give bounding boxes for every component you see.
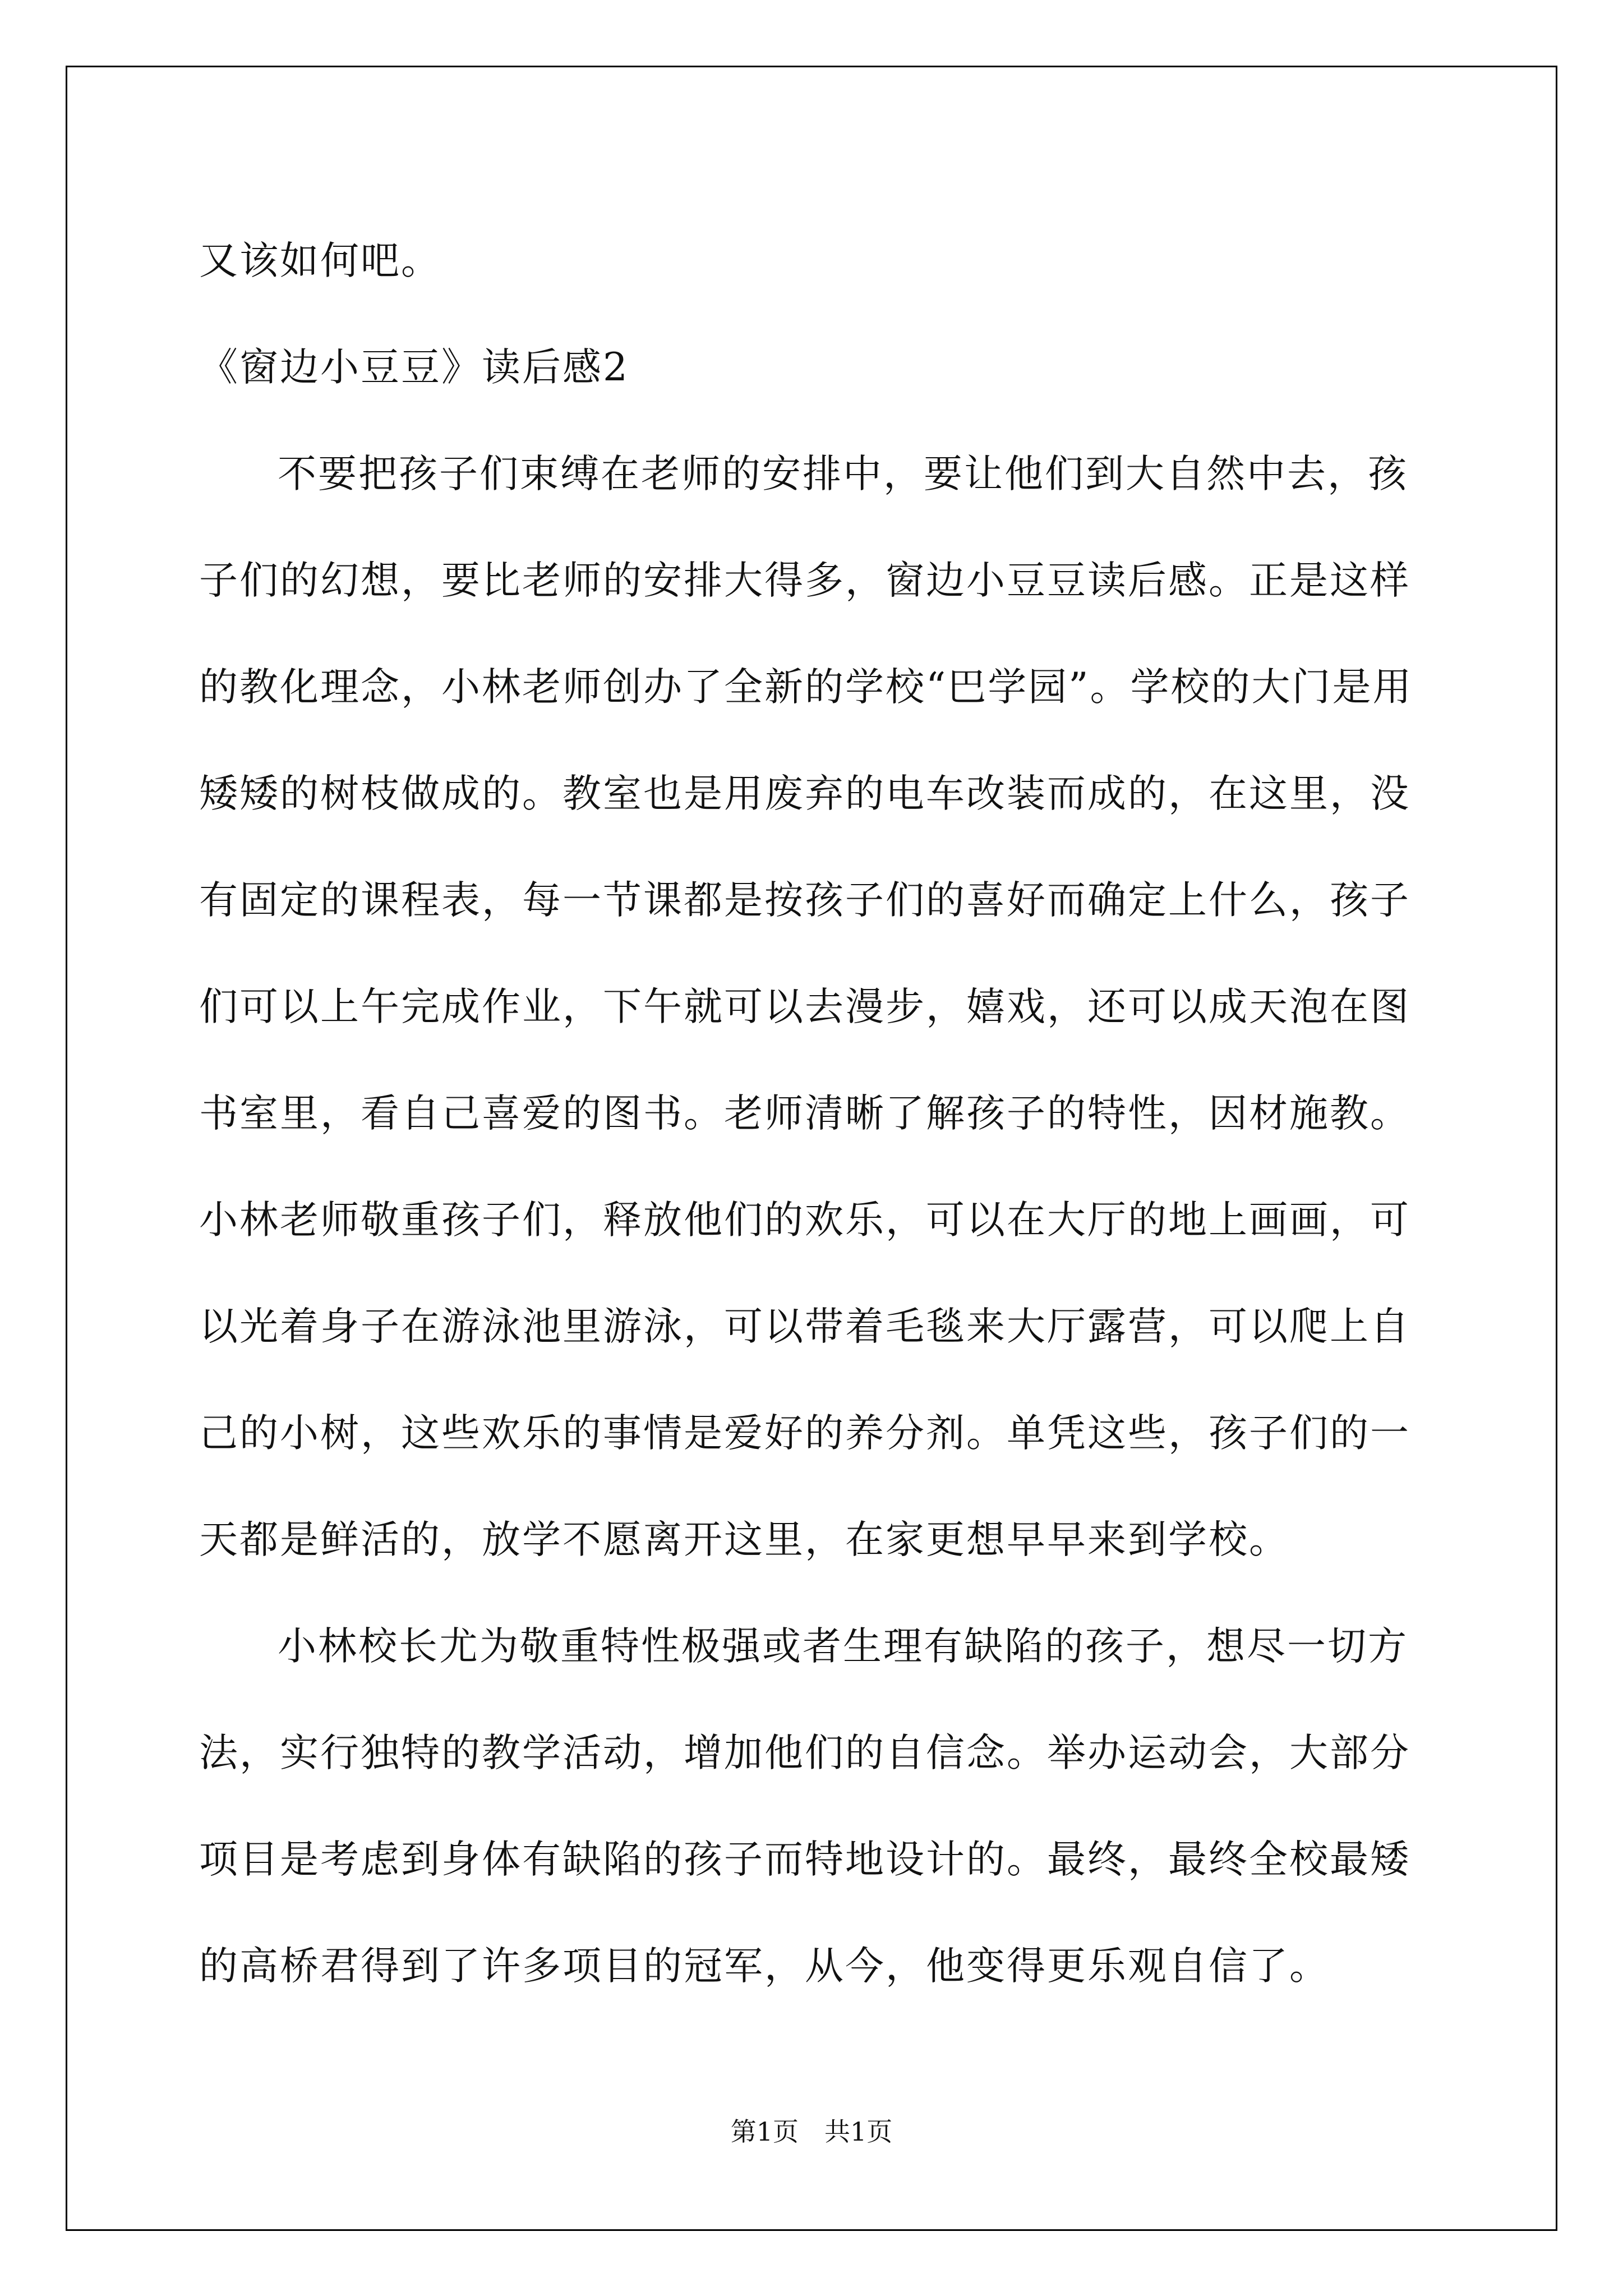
paragraph-end-line: 又该如何吧。 (199, 238, 441, 283)
paragraph-line: 以光着身子在游泳池里游泳，可以带着毛毯来大厅露营，可以爬上自 (199, 1304, 1410, 1349)
paragraph-line: 小林老师敬重孩子们，释放他们的欢乐，可以在大厅的地上画画，可 (199, 1198, 1410, 1243)
paragraph-line: 的高桥君得到了许多项目的冠军，从今，他变得更乐观自信了。 (199, 1944, 1330, 1989)
paragraph-line: 法，实行独特的教学活动，增加他们的自信念。举办运动会，大部分 (199, 1731, 1410, 1775)
paragraph-line: 天都是鲜活的，放学不愿离开这里，在家更想早早来到学校。 (199, 1517, 1289, 1562)
paragraph-line: 己的小树，这些欢乐的事情是爱好的养分剂。单凭这些，孩子们的一 (199, 1411, 1410, 1456)
paragraph-line: 的教化理念，小林老师创办了全新的学校“巴学园”。学校的大门是用 (199, 665, 1413, 710)
paragraph-line: 小林校长尤为敬重特性极强或者生理有缺陷的孩子，想尽一切方 (278, 1624, 1408, 1669)
paragraph-line: 有固定的课程表，每一节课都是按孩子们的喜好而确定上什么，孩子 (199, 878, 1410, 923)
document-body (199, 208, 1433, 2019)
paragraph-line: 项目是考虑到身体有缺陷的孩子而特地设计的。最终，最终全校最矮 (199, 1837, 1410, 1882)
paragraph-line: 不要把孩子们束缚在老师的安排中，要让他们到大自然中去，孩 (278, 452, 1408, 496)
paragraph-line: 子们的幻想，要比老师的安排大得多，窗边小豆豆读后感。正是这样 (199, 558, 1410, 603)
page-footer: 第1页 共1页 (730, 2116, 893, 2147)
paragraph-line: 书室里，看自己喜爱的图书。老师清晰了解孩子的特性，因材施教。 (199, 1091, 1410, 1136)
paragraph-line: 们可以上午完成作业，下午就可以去漫步，嬉戏，还可以成天泡在图 (199, 984, 1410, 1029)
section-title: 《窗边小豆豆》读后感2 (199, 345, 629, 390)
paragraph-line: 矮矮的树枝做成的。教室也是用废弃的电车改装而成的，在这里，没 (199, 771, 1410, 816)
